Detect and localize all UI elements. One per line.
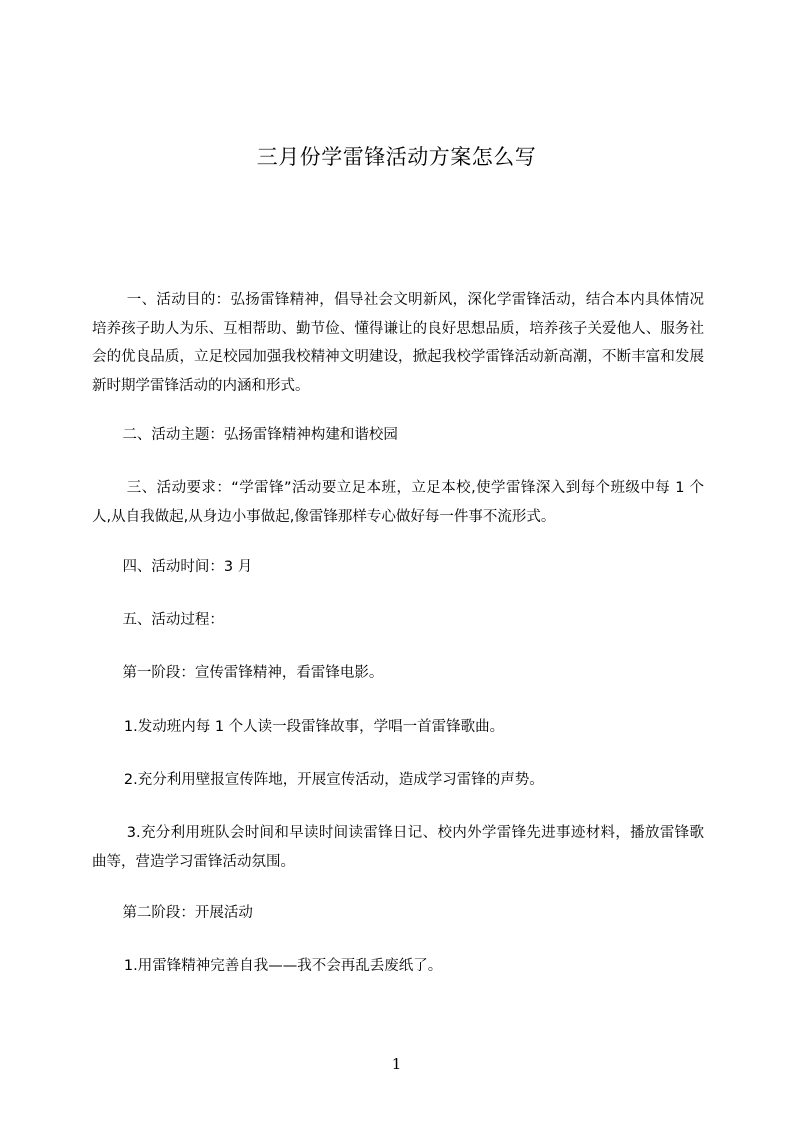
- paragraph-activity-theme: 二、活动主题：弘扬雷锋精神构建和谐校园: [122, 427, 398, 443]
- paragraph-stage-one-item-1: 1.发动班内每 1 个人读一段雷锋故事，学唱一首雷锋歌曲。: [123, 719, 505, 735]
- paragraph-activity-process: 五、活动过程：: [122, 612, 224, 628]
- document-title: 三月份学雷锋活动方案怎么写: [256, 145, 537, 169]
- paragraph-activity-requirements: 三、活动要求：“学雷锋”活动要立足本班，立足本校,使学雷锋深入到每个班级中每 1 个人,从自我做起,从身边小事做起,像雷锋那样专心做好每一件事不流形式。: [92, 480, 704, 525]
- paragraph-stage-one: 第一阶段：宣传雷锋精神，看雷锋电影。: [122, 665, 384, 681]
- paragraph-activity-purpose: 一、活动目的：弘扬雷锋精神，倡导社会文明新风，深化学雷锋活动，结合本内具体情况培养孩子助人为乐、互相帮助、勤节俭、懂得谦让的良好思想品质，培养孩子关爱他人、服务社会的优良品质，立足校园加强我校精神文明建设，掀起我校学雷锋活动新高潮，不断丰富和发展新时期学雷锋活动的内涵和形式。: [92, 292, 704, 394]
- paragraph-stage-two: 第二阶段：开展活动: [122, 905, 253, 921]
- paragraph-stage-two-item-1: 1.用雷锋精神完善自我——我不会再乱丢废纸了。: [123, 958, 443, 974]
- paragraph-stage-one-item-2: 2.充分利用壁报宣传阵地，开展宣传活动，造成学习雷锋的声势。: [123, 772, 544, 788]
- paragraph-stage-one-item-3: 3.充分利用班队会时间和早读时间读雷锋日记、校内外学雷锋先进事迹材料，播放雷锋歌曲等，营造学习雷锋活动氛围。: [92, 825, 704, 870]
- page-number: 1: [391, 1055, 402, 1073]
- paragraph-activity-time: 四、活动时间：3 月: [122, 559, 253, 575]
